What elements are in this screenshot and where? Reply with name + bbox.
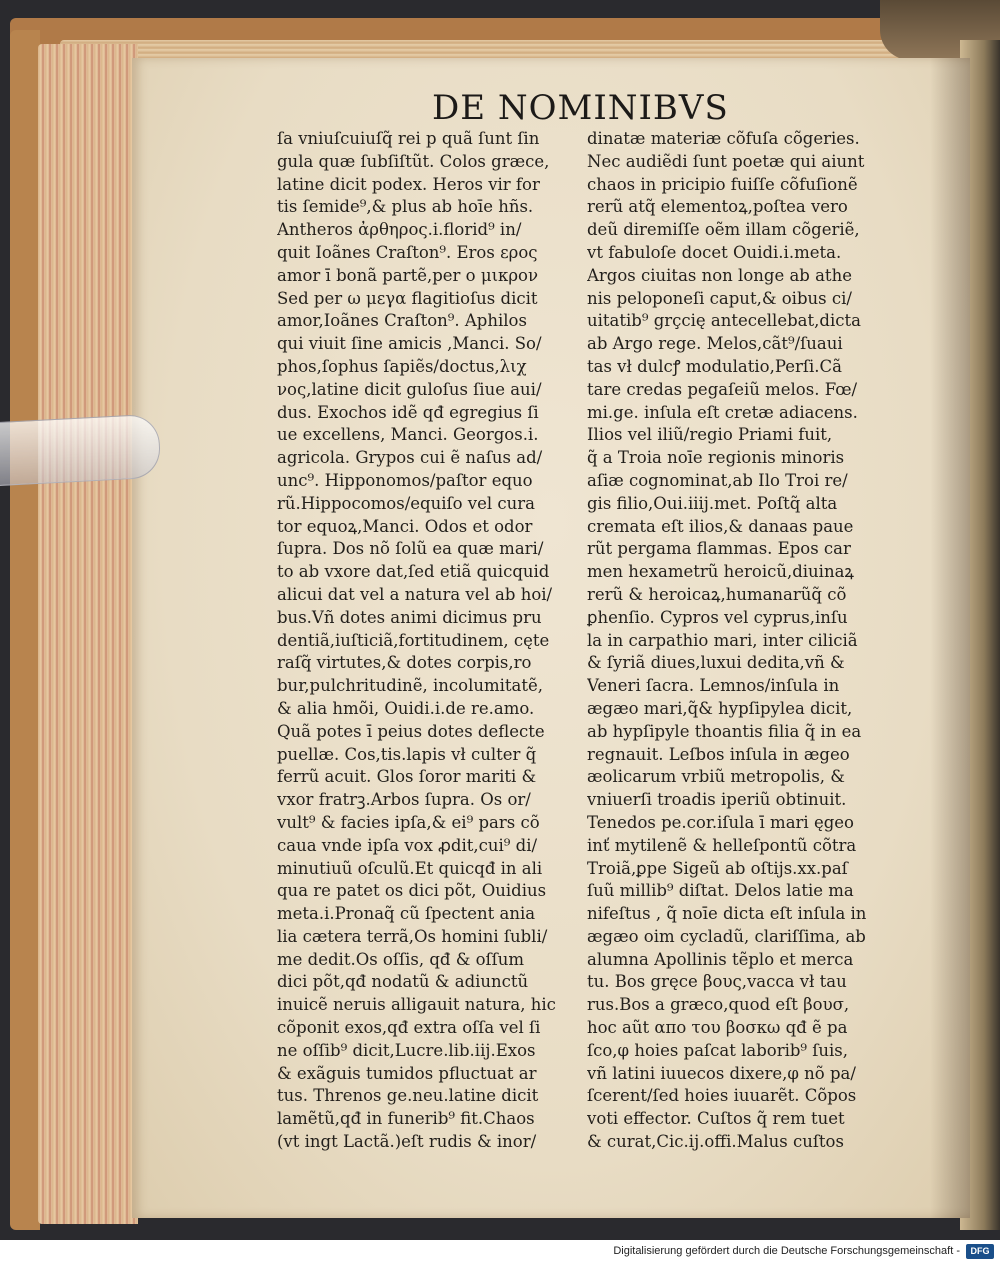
text-line: & alia hmõi, Ouidi.i.de re.amo.	[277, 698, 535, 718]
text-line: ſco,φ hoies paſcat laborib⁹ ſuis,	[587, 1040, 849, 1060]
text-line: ꝑhenſio. Cypros vel cyprus,inſu	[587, 607, 848, 627]
text-line: (vt ingt Lactã.)eſt rudis & inor/	[277, 1132, 537, 1152]
text-line: dus. Exochos idẽ qđ egregius ſi	[277, 402, 539, 422]
page-holder-clip	[0, 414, 162, 487]
text-line: puellæ. Cos,tis.lapis vł culter q̃	[277, 744, 537, 764]
text-line: vñ latini iuuecos dixere,φ nõ pa/	[587, 1063, 856, 1083]
text-line: & ſyriã diues,luxui dedita,vñ &	[587, 653, 845, 673]
text-line: tis ſemide⁹,& plus ab hoīe hñs.	[277, 197, 534, 217]
text-line: qui viuit ſine amicis ,Manci. So/	[277, 334, 542, 354]
text-line: Ilios vel iliũ/regio Priami fuit,	[587, 425, 833, 445]
text-line: q̃ a Troia noīe regionis minoris	[587, 448, 845, 468]
text-line: tare credas pegaſeiũ melos. Fœ/	[587, 379, 858, 399]
text-line: vult⁹ & facies ipſa,& ei⁹ pars cõ	[277, 812, 540, 832]
text-line: mi.ge. inſula eſt cretæ adiacens.	[587, 402, 858, 422]
text-line: νος,latine dicit guloſus ſiue aui/	[277, 379, 542, 399]
text-line: uitatib⁹ grçcię antecellebat,dicta	[587, 311, 861, 331]
text-line: ſuũ millib⁹ diſtat. Delos latie ma	[587, 881, 854, 901]
text-line: caua vnde ipſa vox ꝓdit,cui⁹ di/	[277, 835, 538, 855]
text-line: Argos ciuitas non longe ab athe	[587, 265, 852, 285]
text-line: alumna Apollinis tẽplo et merca	[587, 949, 854, 969]
text-line: Sed per ω μεγα flagitioſus dicit	[277, 288, 538, 308]
text-line: me dedit.Os oſſis, qđ & oſſum	[277, 949, 525, 969]
text-line: to ab vxore dat,ſed etiã quicquid	[277, 562, 550, 582]
text-line: latine dicit podex. Heros vir for	[277, 174, 540, 194]
text-line: ſa vniuſcuiuſq̃ rei p quã ſunt ſin	[277, 129, 540, 148]
footer-bar	[0, 1240, 1000, 1264]
text-line: & exãguis tumidos pfluctuat ar	[277, 1063, 537, 1083]
text-line: quit Ioãnes Craſton⁹. Eros ερος	[277, 242, 538, 262]
text-line: ſupra. Dos nõ ſolũ ea quæ mari/	[277, 539, 544, 559]
text-line: voti effector. Cuſtos q̃ rem tuet	[587, 1109, 845, 1129]
text-line: Tenedos pe.cor.iſula ī mari ęgeo	[587, 812, 854, 832]
text-line: tor equoꝝ,Manci. Odos et odor	[277, 516, 533, 536]
text-line: Nec audiẽdi ſunt poetæ qui aiunt	[587, 151, 865, 171]
text-line: Troiã,ꝑpe Sigeũ ab oſtijs.xx.paſ	[587, 858, 848, 878]
text-line: Quã potes ī peius dotes deflecte	[277, 721, 545, 741]
text-line: gis filio,Oui.iiij.met. Poſtq̃ alta	[587, 493, 838, 513]
text-line: nis peloponeſi caput,& oibus ci/	[587, 288, 852, 308]
text-line: dentiã,iuſticiã,fortitudinem, cęte	[277, 630, 550, 650]
text-line: ægæo oim cycladũ, clariſſima, ab	[587, 926, 866, 946]
text-line: lamẽtũ,qđ in funerib⁹ fit.Chaos	[277, 1109, 535, 1129]
text-line: & curat,Cic.ij.offi.Malus cuſtos	[587, 1132, 844, 1152]
book-page	[132, 58, 970, 1218]
text-line: men hexametrũ heroicũ,diuinaꝝ	[587, 562, 854, 582]
text-line: vxor fratrꝫ.Arbos ſupra. Os or/	[277, 790, 531, 810]
text-line: Antheros ἀρθηρος.i.florid⁹ in/	[277, 220, 522, 240]
text-line: aſiæ cognominat,ab Ilo Troi re/	[587, 470, 848, 490]
book-cover-left	[10, 30, 40, 1230]
text-line: rerũ atq̃ elementoꝝ,poſtea vero	[587, 197, 848, 217]
text-line: meta.i.Pronaq̃ cũ ſpectent ania	[277, 904, 536, 924]
text-line: amor,Ioãnes Craſton⁹. Aphilos	[277, 311, 527, 331]
text-line: alicui dat vel a natura vel ab hoi/	[277, 584, 553, 604]
text-line: hoc aũt απο του βοσκω qđ ẽ pa	[587, 1018, 848, 1038]
text-line: agricola. Grypos cui ẽ naſus ad/	[277, 448, 543, 468]
text-line: ægæo mari,q̃& hypſipylea dicit,	[587, 698, 853, 718]
text-line: gula quæ ſubſiſtũt. Colos græce,	[277, 151, 550, 171]
text-line: tas vł dulcꝭ modulatio,Perſi.Cã	[587, 356, 842, 376]
text-line: amor ī bonã partẽ,per ο μικρον	[277, 265, 539, 285]
text-line: vniuerſi troadis iperiũ obtinuit.	[587, 790, 847, 810]
text-line: rũ.Hippocomos/equiſo vel cura	[277, 493, 535, 513]
text-column-right	[587, 128, 887, 1154]
page-edges-left	[38, 44, 138, 1224]
text-line: qua re patet os dici põt, Ouidius	[277, 881, 547, 901]
text-line: deũ diremiſſe oẽm illam cõgeriẽ,	[587, 220, 860, 240]
text-line: rus.Bos a græco,quod eſt βουσ,	[587, 995, 850, 1015]
text-line: inť mytilenẽ & helleſpontũ cõtra	[587, 835, 857, 855]
text-line: æolicarum vrbiũ metropolis, &	[587, 767, 845, 787]
text-line: chaos in pricipio fuiſſe cõfuſionẽ	[587, 174, 858, 194]
text-line: nifeſtus , q̃ noīe dicta eſt inſula in	[587, 904, 867, 924]
digitization-credit: Digitalisierung gefördert durch die Deutsche Forschungsgemeinschaft -	[613, 1245, 960, 1257]
text-line: ue excellens, Manci. Georgos.i.	[277, 425, 539, 445]
text-line: dici põt,qđ nodatũ & adiunctũ	[277, 972, 529, 992]
text-line: rũt pergama flammas. Epos car	[587, 539, 851, 559]
text-line: minutiuũ oſculũ.Et quicqđ in ali	[277, 858, 543, 878]
text-line: inuicẽ neruis alligauit natura, hic	[277, 995, 556, 1015]
text-line: dinatæ materiæ cõfuſa cõgeries.	[587, 129, 860, 148]
dfg-logo-icon: DFG	[966, 1244, 994, 1259]
text-line: unc⁹. Hipponomos/paſtor equo	[277, 470, 533, 490]
text-line: ab Argo rege. Melos,cãt⁹/ſuaui	[587, 334, 843, 354]
text-line: ferrũ acuit. Glos ſoror mariti &	[277, 767, 537, 787]
text-line: la in carpathio mari, inter ciliciã	[587, 630, 858, 650]
text-line: cremata eſt ilios,& danaas paue	[587, 516, 854, 536]
text-line: raſq̃ virtutes,& dotes corpis,ro	[277, 653, 532, 673]
text-line: bur,pulchritudinẽ, incolumitatẽ,	[277, 676, 543, 696]
text-line: rerũ & heroicaꝝ,humanarũq̃ cõ	[587, 584, 847, 604]
text-column-left	[277, 128, 577, 1154]
text-line: Veneri ſacra. Lemnos/inſula in	[587, 676, 840, 696]
text-line: vt fabuloſe docet Ouidi.i.meta.	[587, 242, 842, 262]
text-line: ſcerent/ſed hoies iuuarẽt. Cõpos	[587, 1086, 857, 1106]
text-line: ne oſſib⁹ dicit,Lucre.lib.iij.Exos	[277, 1040, 536, 1060]
text-line: phos,ſophus ſapiẽs/doctus,λιχ	[277, 356, 527, 376]
page-gutter-shadow	[930, 58, 970, 1218]
text-line: tu. Bos gręce βους,vacca vł tau	[587, 972, 847, 992]
text-line: ab hypſipyle thoantis filia q̃ in ea	[587, 721, 862, 741]
text-line: cõponit exos,qđ extra oſſa vel ſi	[277, 1018, 541, 1038]
text-line: tus. Threnos ge.neu.latine dicit	[277, 1086, 539, 1106]
text-line: bus.Vñ dotes animi dicimus pru	[277, 607, 542, 627]
running-heading: DE NOMINIBVS	[432, 88, 729, 128]
text-line: regnauit. Leſbos inſula in ægeo	[587, 744, 850, 764]
text-line: lia cætera terrã,Os homini ſubli/	[277, 926, 548, 946]
